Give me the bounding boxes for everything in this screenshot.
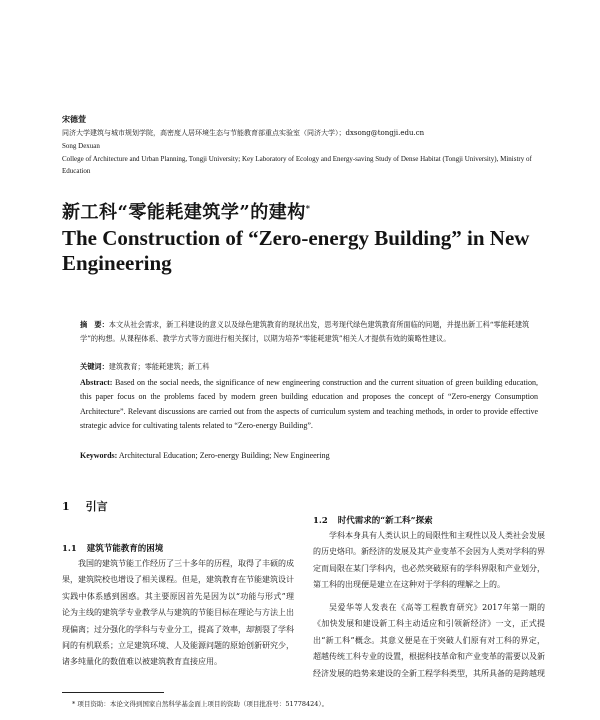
paper-title-cn — [62, 198, 310, 224]
keywords-cn-text: 建筑教育；零能耗建筑；新工科 — [108, 362, 210, 371]
abstract-cn-text: 本文从社会需求，新工科建设的意义以及绿色建筑教育的现状出发，思考现代绿色建筑教育所面临的问题，并提出新工科“零能耗建筑学”的构想。从课程体系、教学方式等方面进行相关探讨，以期为培养“零能耗建筑”相关人才提供有效的策略性建议。 — [80, 320, 530, 343]
subsection-number: 1.2 — [313, 516, 328, 526]
body-paragraph-1-2b: 吴爱华等人发表在《高等工程教育研究》2017年第一期的《加快发展和建设新工科主动适应和引领新经济》一文，正式提出“新工科”概念。其意义便是在于突破人们原有对工科的界定，超越传统工科专业的设置，根据科技革命和产业变革的需要以及新经济发展的趋势来建设的全新工程学科类型，其所具备的是跨越现 — [313, 603, 545, 678]
footnote-divider — [62, 692, 164, 693]
abstract-en — [80, 376, 538, 433]
author-affiliation-en: College of Architecture and Urban Planning, Tongji University; Key Laboratory of Ecology and Energy-saving Study of Dense Habitat (Tongji University), Ministry of Education — [62, 155, 532, 175]
section-title: 引言 — [85, 500, 108, 513]
author-affiliation-cn: 同济大学建筑与城市规划学院，高密度人居环境生态与节能教育部重点实验室（同济大学）；dxsong@tongji.edu.cn — [62, 129, 425, 137]
subsection-number: 1.1 — [62, 544, 77, 554]
section-heading-intro — [62, 498, 108, 514]
paper-title-en: The Construction of “Zero-energy Building” in New Engineering — [62, 226, 530, 275]
keywords-en — [80, 449, 538, 463]
keywords-en-text: Architectural Education; Zero-energy Building; New Engineering — [118, 451, 330, 460]
subsection-heading-1-1 — [62, 542, 163, 554]
section-number: 1 — [62, 500, 70, 513]
subsection-title: 时代需求的“新工科”探索 — [337, 516, 433, 526]
keywords-cn-label: 关键词： — [80, 362, 109, 371]
abstract-cn-label: 摘 要： — [80, 320, 109, 329]
title-footnote-mark: * — [305, 203, 311, 213]
keywords-en-label: Keywords: — [80, 451, 118, 460]
title-cn-text: 新工科“零能耗建筑学”的建构 — [62, 202, 306, 223]
body-paragraph-1-2a: 学科本身具有人类认识上的局限性和主观性以及人类社会发展的历史烙印。新经济的发展及其产业变革不会因为人类对学科的界定而局限在某门学科内，也必然突破原有的学科界限和产业划分，第工科的出现便是建立在这种对于学科的理解之上的。 — [313, 531, 545, 590]
subsection-heading-1-2 — [313, 514, 433, 526]
abstract-cn — [80, 318, 538, 346]
keywords-cn — [80, 360, 538, 374]
subsection-title: 建筑节能教育的困境 — [86, 544, 164, 554]
author-name-cn: 宋德萱 — [62, 114, 86, 124]
abstract-en-label: Abstract: — [80, 378, 113, 387]
author-name-en: Song Dexuan — [62, 142, 100, 150]
abstract-en-text: Based on the social needs, the significance of new engineering construction and the current situation of green building education, this paper focus on the problems faced by modern green building education and proposes the concept of “Zero-energy Consumption Architecture”. Relevant discussions are carried out from the aspects of curriculum system and teaching methods, in order to provide effective strategic advice for cultivating talents related to “Zero-energy Building”. — [80, 378, 539, 430]
body-paragraph-1-1: 我国的建筑节能工作经历了三十多年的历程，取得了丰硕的成果，建筑院校也增设了相关课程。但是，建筑教育在节能建筑设计实践中体系感到困惑。其主要原因首先是因为以“功能与形式”理论为主线的建筑学专业教学从与建筑的节能目标在理论与方法上出现偏离；过分强化的学科与专业分工，提高了效率，却割裂了学科间的有机联系；立足建筑环境、人及能源问题的原始创新研究少，诸多纯量化的数值难以被建筑教育直接应用。 — [62, 559, 294, 667]
footnote: * 项目资助：本论文得到国家自然科学基金面上项目的资助（项目批准号：51778424）。 — [72, 700, 329, 708]
